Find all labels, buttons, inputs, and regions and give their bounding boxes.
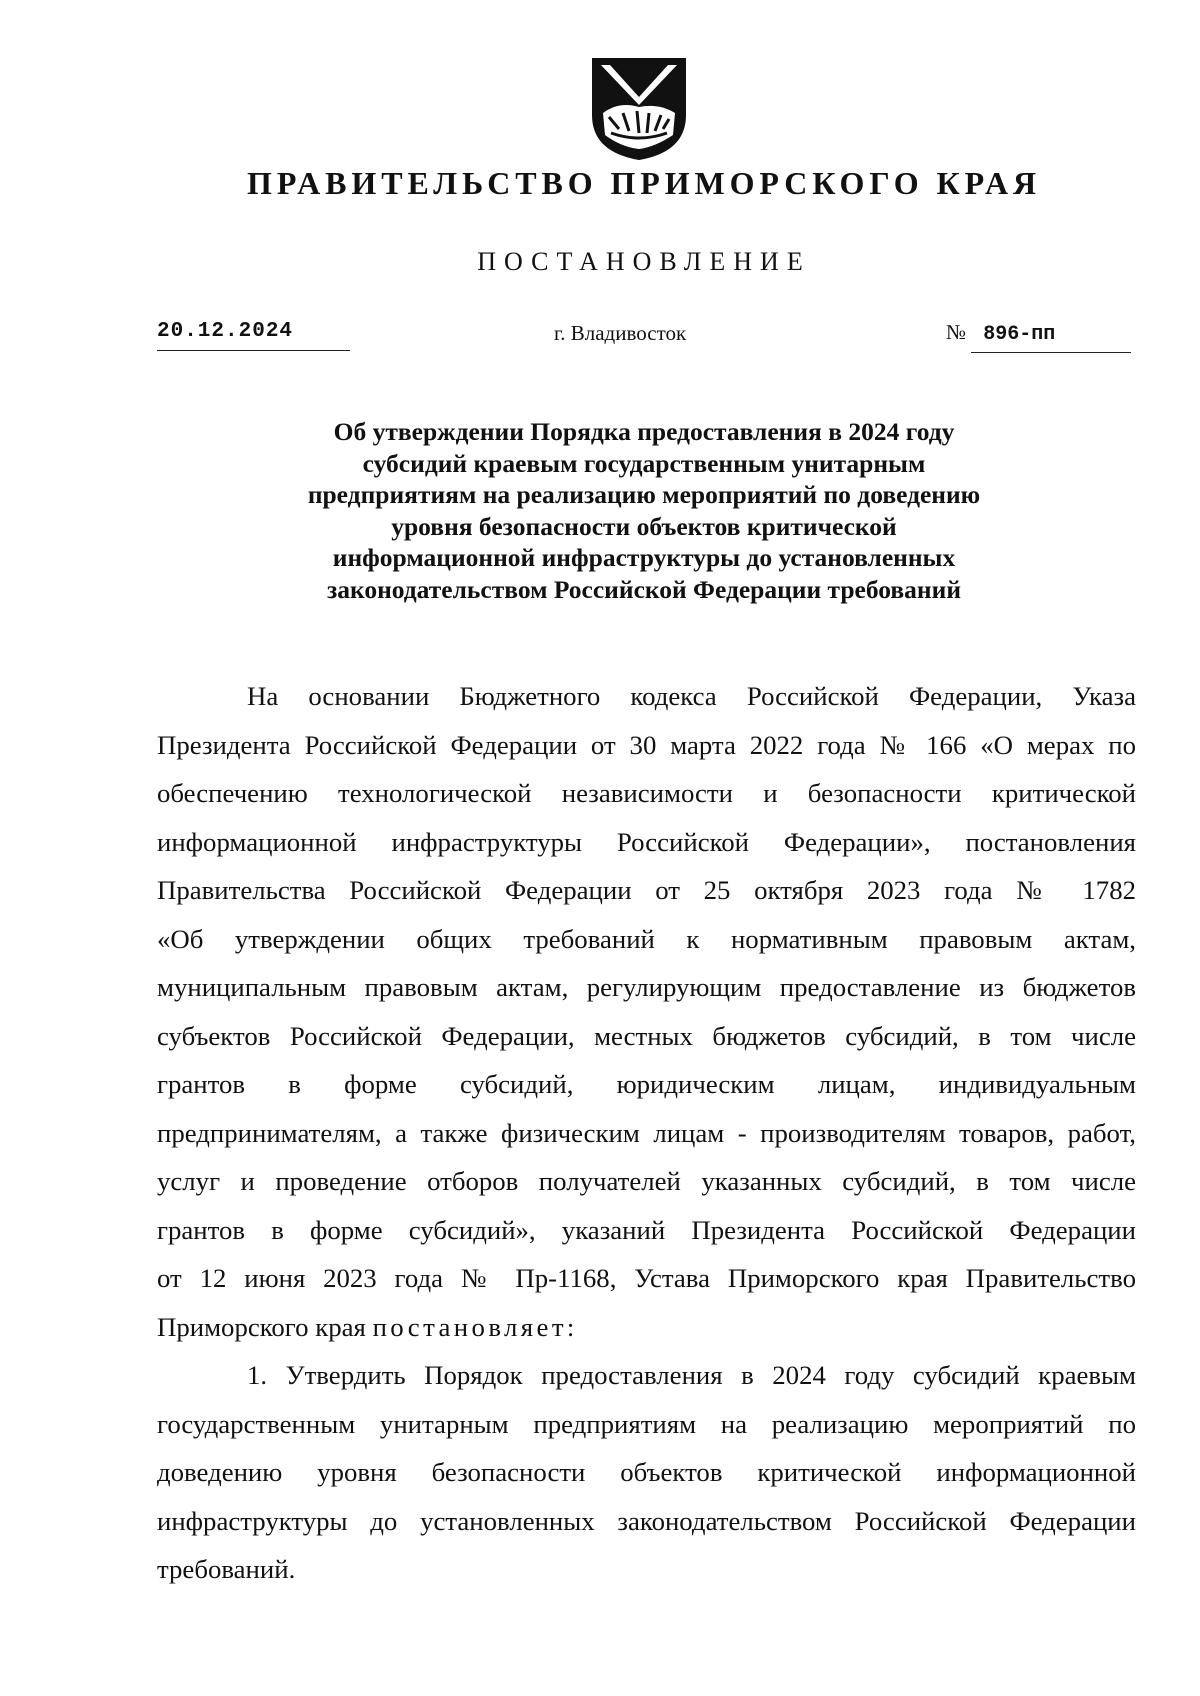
document-number: 896-пп xyxy=(971,323,1131,353)
government-title: ПРАВИТЕЛЬСТВО ПРИМОРСКОГО КРАЯ xyxy=(247,165,1041,201)
body-line: грантов в форме субсидий», указаний Президента Российской Федерации xyxy=(157,1214,1136,1245)
document-type: ПОСТАНОВЛЕНИЕ xyxy=(477,247,811,276)
document-number-block xyxy=(946,320,1131,353)
decree-line-start: Приморского края xyxy=(157,1311,366,1342)
body-line: предпринимателям, а также физическим лицам - производителям товаров, работ, xyxy=(157,1117,1136,1148)
subject-line: уровня безопасности объектов критической xyxy=(391,511,897,541)
subject-line: субсидий краевым государственным унитарным xyxy=(362,448,926,478)
decree-line xyxy=(157,1303,1136,1352)
subject-line: предприятиям на реализацию мероприятий по доведению xyxy=(307,480,981,509)
item-line: инфраструктуры до установленных законодательством Российской Федерации xyxy=(157,1505,1136,1536)
document-city: г. Владивосток xyxy=(554,321,687,345)
subject-line: законодательством Российской Федерации требований xyxy=(326,574,962,604)
body-line: от 12 июня 2023 года № Пр-1168, Устава Приморского края Правительство xyxy=(157,1263,1136,1293)
document-date: 20.12.2024 xyxy=(157,320,350,351)
body-line: На основании Бюджетного кодекса Российской Федерации, Указа xyxy=(247,681,1136,711)
body-line: Президента Российской Федерации от 30 марта 2022 года № 166 «О мерах по xyxy=(157,729,1136,760)
body-line: услуг и проведение отборов получателей указанных субсидий, в том числе xyxy=(157,1166,1136,1196)
body-line: субъектов Российской Федерации, местных бюджетов субсидий, в том числе xyxy=(157,1020,1136,1051)
document-subject xyxy=(200,416,1088,605)
number-sign: № xyxy=(946,320,967,344)
item-line: 1. Утвердить Порядок предоставления в 2024 году субсидий краевым xyxy=(247,1360,1136,1390)
document-body xyxy=(157,672,1136,1594)
item-line: доведению уровня безопасности объектов критической информационной xyxy=(157,1457,1136,1487)
decree-word: постановляет: xyxy=(372,1311,578,1342)
subject-line: информационной инфраструктуры до установленных xyxy=(332,543,956,572)
body-line: информационной инфраструктуры Российской Федерации», постановления xyxy=(157,826,1136,857)
subject-line: Об утверждении Порядка предоставления в 2024 году xyxy=(333,417,955,446)
item-line: государственным унитарным предприятиям на реализацию мероприятий по xyxy=(157,1408,1136,1439)
coat-of-arms-emblem xyxy=(589,53,689,161)
body-line: грантов в форме субсидий, юридическим лицам, индивидуальным xyxy=(157,1069,1136,1099)
body-line: муниципальным правовым актам, регулирующим предоставление из бюджетов xyxy=(157,972,1136,1002)
body-line: Правительства Российской Федерации от 25 октября 2023 года № 1782 xyxy=(157,875,1136,905)
body-line: обеспечению технологической независимости и безопасности критической xyxy=(157,778,1136,808)
body-line: «Об утверждении общих требований к нормативным правовым актам, xyxy=(157,923,1136,954)
item-line: требований. xyxy=(157,1554,296,1584)
